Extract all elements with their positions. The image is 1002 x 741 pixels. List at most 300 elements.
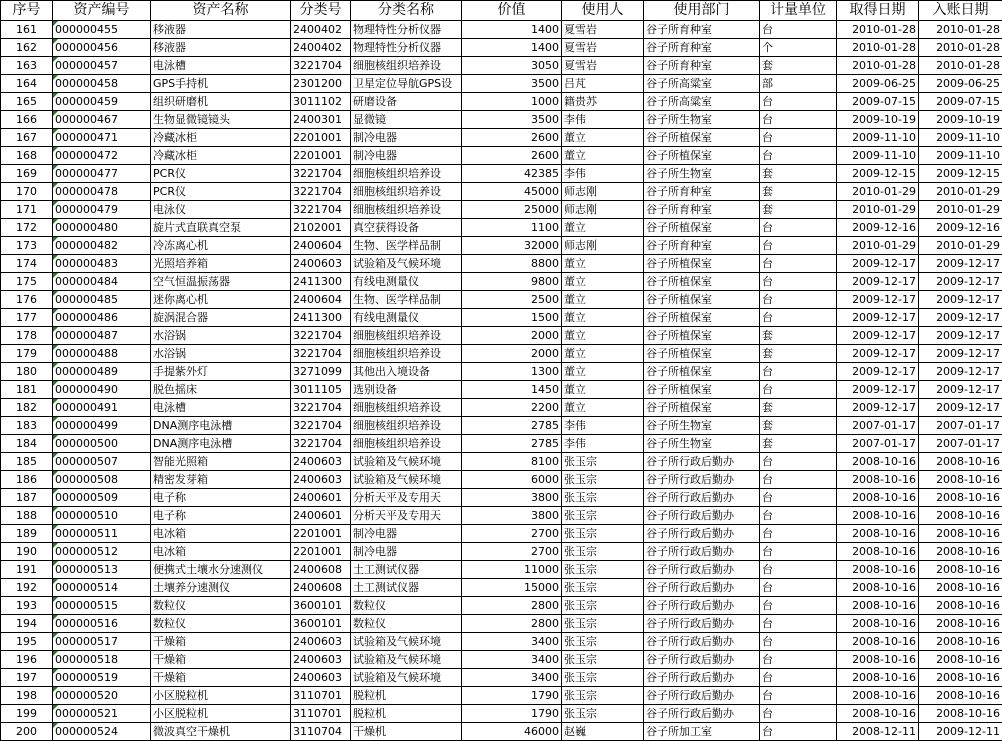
cell-category-no[interactable]: 2400608 <box>291 561 351 579</box>
cell-department[interactable]: 谷子所行政后勤办 <box>644 489 760 507</box>
cell-value[interactable]: 1100 <box>462 219 562 237</box>
cell-value[interactable]: 8100 <box>462 453 562 471</box>
cell-department[interactable]: 谷子所高粱室 <box>644 93 760 111</box>
cell-acquired-date[interactable]: 2009-12-16 <box>837 219 919 237</box>
cell-unit[interactable]: 台 <box>760 111 837 129</box>
cell-unit[interactable]: 台 <box>760 633 837 651</box>
cell-unit[interactable]: 台 <box>760 561 837 579</box>
cell-category-no[interactable]: 3271099 <box>291 363 351 381</box>
cell-category-name[interactable]: 试验箱及气候环境 <box>351 633 462 651</box>
cell-asset-no[interactable]: 000000516 <box>53 615 151 633</box>
cell-category-no[interactable]: 3110704 <box>291 723 351 741</box>
cell-booked-date[interactable]: 2008-10-16 <box>919 543 1002 561</box>
cell-acquired-date[interactable]: 2010-01-28 <box>837 21 919 39</box>
cell-category-no[interactable]: 2400603 <box>291 471 351 489</box>
cell-booked-date[interactable]: 2008-10-16 <box>919 507 1002 525</box>
cell-category-no[interactable]: 3110701 <box>291 687 351 705</box>
cell-asset-no[interactable]: 000000499 <box>53 417 151 435</box>
cell-acquired-date[interactable]: 2008-12-11 <box>837 723 919 741</box>
cell-unit[interactable]: 台 <box>760 723 837 741</box>
cell-booked-date[interactable]: 2010-01-29 <box>919 237 1002 255</box>
cell-asset-no[interactable]: 000000484 <box>53 273 151 291</box>
cell-category-no[interactable]: 2400601 <box>291 507 351 525</box>
cell-department[interactable]: 谷子所行政后勤办 <box>644 543 760 561</box>
cell-user[interactable]: 张玉宗 <box>562 669 644 687</box>
cell-category-no[interactable]: 2201001 <box>291 525 351 543</box>
cell-asset-name[interactable]: 微波真空干燥机 <box>151 723 291 741</box>
cell-value[interactable]: 3050 <box>462 57 562 75</box>
cell-department[interactable]: 谷子所行政后勤办 <box>644 651 760 669</box>
cell-user[interactable]: 董立 <box>562 381 644 399</box>
cell-department[interactable]: 谷子所育种室 <box>644 237 760 255</box>
cell-value[interactable]: 2600 <box>462 147 562 165</box>
cell-seq[interactable]: 162 <box>1 39 53 57</box>
cell-seq[interactable]: 166 <box>1 111 53 129</box>
header-cell-user[interactable]: 使用人 <box>562 1 644 21</box>
cell-category-name[interactable]: 细胞核组织培养设 <box>351 57 462 75</box>
cell-asset-name[interactable]: 数粒仪 <box>151 597 291 615</box>
cell-value[interactable]: 2785 <box>462 435 562 453</box>
cell-department[interactable]: 谷子所行政后勤办 <box>644 579 760 597</box>
cell-user[interactable]: 李伟 <box>562 111 644 129</box>
cell-seq[interactable]: 187 <box>1 489 53 507</box>
cell-user[interactable]: 董立 <box>562 309 644 327</box>
cell-seq[interactable]: 199 <box>1 705 53 723</box>
cell-category-name[interactable]: 生物、医学样品制 <box>351 291 462 309</box>
cell-seq[interactable]: 185 <box>1 453 53 471</box>
cell-user[interactable]: 董立 <box>562 345 644 363</box>
cell-booked-date[interactable]: 2009-12-17 <box>919 309 1002 327</box>
cell-user[interactable]: 师志刚 <box>562 237 644 255</box>
cell-category-no[interactable]: 3221704 <box>291 183 351 201</box>
cell-category-name[interactable]: 其他出入境设备 <box>351 363 462 381</box>
cell-user[interactable]: 夏雪岩 <box>562 57 644 75</box>
cell-seq[interactable]: 192 <box>1 579 53 597</box>
cell-category-no[interactable]: 3221704 <box>291 417 351 435</box>
cell-user[interactable]: 张玉宗 <box>562 453 644 471</box>
cell-asset-name[interactable]: 移液器 <box>151 39 291 57</box>
cell-user[interactable]: 张玉宗 <box>562 687 644 705</box>
cell-asset-no[interactable]: 000000518 <box>53 651 151 669</box>
cell-category-name[interactable]: 干燥机 <box>351 723 462 741</box>
cell-unit[interactable]: 套 <box>760 201 837 219</box>
cell-category-no[interactable]: 3600101 <box>291 597 351 615</box>
cell-category-name[interactable]: 数粒仪 <box>351 597 462 615</box>
cell-acquired-date[interactable]: 2009-12-17 <box>837 345 919 363</box>
cell-asset-no[interactable]: 000000467 <box>53 111 151 129</box>
cell-asset-no[interactable]: 000000480 <box>53 219 151 237</box>
cell-asset-name[interactable]: 水浴锅 <box>151 327 291 345</box>
cell-acquired-date[interactable]: 2009-11-10 <box>837 147 919 165</box>
cell-user[interactable]: 董立 <box>562 255 644 273</box>
cell-user[interactable]: 董立 <box>562 129 644 147</box>
cell-value[interactable]: 2200 <box>462 399 562 417</box>
cell-booked-date[interactable]: 2009-12-17 <box>919 363 1002 381</box>
cell-unit[interactable]: 台 <box>760 363 837 381</box>
cell-value[interactable]: 1500 <box>462 309 562 327</box>
cell-booked-date[interactable]: 2009-12-16 <box>919 219 1002 237</box>
cell-category-no[interactable]: 3221704 <box>291 345 351 363</box>
cell-asset-no[interactable]: 000000517 <box>53 633 151 651</box>
cell-user[interactable]: 张玉宗 <box>562 525 644 543</box>
cell-asset-name[interactable]: 电子称 <box>151 507 291 525</box>
cell-seq[interactable]: 178 <box>1 327 53 345</box>
cell-acquired-date[interactable]: 2007-01-17 <box>837 417 919 435</box>
cell-value[interactable]: 3500 <box>462 111 562 129</box>
cell-category-no[interactable]: 3221704 <box>291 201 351 219</box>
cell-category-no[interactable]: 2400402 <box>291 21 351 39</box>
cell-value[interactable]: 3400 <box>462 633 562 651</box>
cell-asset-no[interactable]: 000000459 <box>53 93 151 111</box>
cell-asset-name[interactable]: 小区脱粒机 <box>151 687 291 705</box>
cell-user[interactable]: 师志刚 <box>562 201 644 219</box>
cell-user[interactable]: 董立 <box>562 363 644 381</box>
cell-asset-no[interactable]: 000000485 <box>53 291 151 309</box>
cell-value[interactable]: 3400 <box>462 669 562 687</box>
cell-booked-date[interactable]: 2009-12-17 <box>919 273 1002 291</box>
cell-acquired-date[interactable]: 2009-12-17 <box>837 327 919 345</box>
cell-acquired-date[interactable]: 2010-01-29 <box>837 183 919 201</box>
cell-asset-name[interactable]: 脱色摇床 <box>151 381 291 399</box>
cell-category-name[interactable]: 试验箱及气候环境 <box>351 651 462 669</box>
cell-asset-no[interactable]: 000000515 <box>53 597 151 615</box>
cell-asset-name[interactable]: 迷你离心机 <box>151 291 291 309</box>
cell-booked-date[interactable]: 2009-06-25 <box>919 75 1002 93</box>
cell-seq[interactable]: 161 <box>1 21 53 39</box>
cell-category-name[interactable]: 土工测试仪器 <box>351 561 462 579</box>
cell-unit[interactable]: 个 <box>760 39 837 57</box>
cell-category-no[interactable]: 2201001 <box>291 129 351 147</box>
cell-unit[interactable]: 套 <box>760 57 837 75</box>
cell-asset-no[interactable]: 000000479 <box>53 201 151 219</box>
cell-category-no[interactable]: 2400601 <box>291 489 351 507</box>
cell-acquired-date[interactable]: 2010-01-29 <box>837 237 919 255</box>
cell-category-no[interactable]: 2201001 <box>291 543 351 561</box>
cell-booked-date[interactable]: 2009-11-10 <box>919 129 1002 147</box>
cell-category-name[interactable]: 有线电测量仪 <box>351 273 462 291</box>
cell-value[interactable]: 3800 <box>462 507 562 525</box>
cell-acquired-date[interactable]: 2008-10-16 <box>837 651 919 669</box>
cell-user[interactable]: 董立 <box>562 399 644 417</box>
cell-booked-date[interactable]: 2008-10-16 <box>919 471 1002 489</box>
cell-category-no[interactable]: 3221704 <box>291 57 351 75</box>
cell-category-name[interactable]: 选别设备 <box>351 381 462 399</box>
cell-unit[interactable]: 部 <box>760 75 837 93</box>
cell-seq[interactable]: 175 <box>1 273 53 291</box>
cell-asset-name[interactable]: 电冰箱 <box>151 525 291 543</box>
cell-asset-name[interactable]: 旋涡混合器 <box>151 309 291 327</box>
cell-unit[interactable]: 台 <box>760 597 837 615</box>
cell-booked-date[interactable]: 2008-10-16 <box>919 633 1002 651</box>
cell-seq[interactable]: 169 <box>1 165 53 183</box>
cell-booked-date[interactable]: 2010-01-28 <box>919 21 1002 39</box>
cell-asset-no[interactable]: 000000457 <box>53 57 151 75</box>
header-cell-booked-date[interactable]: 入账日期 <box>919 1 1002 21</box>
cell-department[interactable]: 谷子所行政后勤办 <box>644 561 760 579</box>
cell-booked-date[interactable]: 2009-11-10 <box>919 147 1002 165</box>
cell-department[interactable]: 谷子所育种室 <box>644 183 760 201</box>
cell-asset-no[interactable]: 000000500 <box>53 435 151 453</box>
cell-asset-no[interactable]: 000000458 <box>53 75 151 93</box>
cell-department[interactable]: 谷子所生物室 <box>644 435 760 453</box>
cell-category-name[interactable]: 土工测试仪器 <box>351 579 462 597</box>
cell-asset-no[interactable]: 000000509 <box>53 489 151 507</box>
cell-value[interactable]: 2800 <box>462 597 562 615</box>
cell-seq[interactable]: 168 <box>1 147 53 165</box>
cell-unit[interactable]: 台 <box>760 471 837 489</box>
cell-user[interactable]: 张玉宗 <box>562 471 644 489</box>
cell-acquired-date[interactable]: 2009-12-15 <box>837 165 919 183</box>
cell-category-no[interactable]: 3221704 <box>291 435 351 453</box>
cell-unit[interactable]: 台 <box>760 255 837 273</box>
cell-department[interactable]: 谷子所育种室 <box>644 57 760 75</box>
cell-booked-date[interactable]: 2009-12-17 <box>919 255 1002 273</box>
cell-category-name[interactable]: 试验箱及气候环境 <box>351 471 462 489</box>
cell-category-no[interactable]: 3221704 <box>291 165 351 183</box>
cell-booked-date[interactable]: 2009-12-17 <box>919 291 1002 309</box>
cell-unit[interactable]: 套 <box>760 165 837 183</box>
cell-category-no[interactable]: 2400603 <box>291 255 351 273</box>
cell-user[interactable]: 张玉宗 <box>562 705 644 723</box>
cell-unit[interactable]: 台 <box>760 489 837 507</box>
cell-booked-date[interactable]: 2008-10-16 <box>919 615 1002 633</box>
cell-seq[interactable]: 198 <box>1 687 53 705</box>
cell-value[interactable]: 1000 <box>462 93 562 111</box>
cell-booked-date[interactable]: 2009-12-17 <box>919 381 1002 399</box>
cell-unit[interactable]: 台 <box>760 615 837 633</box>
cell-department[interactable]: 谷子所行政后勤办 <box>644 525 760 543</box>
header-cell-seq[interactable]: 序号 <box>1 1 53 21</box>
cell-asset-no[interactable]: 000000489 <box>53 363 151 381</box>
cell-unit[interactable]: 台 <box>760 579 837 597</box>
cell-booked-date[interactable]: 2009-07-15 <box>919 93 1002 111</box>
cell-value[interactable]: 2000 <box>462 345 562 363</box>
cell-category-no[interactable]: 2400301 <box>291 111 351 129</box>
cell-value[interactable]: 8800 <box>462 255 562 273</box>
cell-department[interactable]: 谷子所行政后勤办 <box>644 471 760 489</box>
cell-category-name[interactable]: 物理特性分析仪器 <box>351 39 462 57</box>
cell-seq[interactable]: 180 <box>1 363 53 381</box>
cell-acquired-date[interactable]: 2008-10-16 <box>837 525 919 543</box>
cell-acquired-date[interactable]: 2008-10-16 <box>837 669 919 687</box>
cell-acquired-date[interactable]: 2009-12-17 <box>837 309 919 327</box>
cell-acquired-date[interactable]: 2009-06-25 <box>837 75 919 93</box>
cell-acquired-date[interactable]: 2008-10-16 <box>837 597 919 615</box>
cell-asset-name[interactable]: 小区脱粒机 <box>151 705 291 723</box>
cell-value[interactable]: 11000 <box>462 561 562 579</box>
cell-department[interactable]: 谷子所行政后勤办 <box>644 669 760 687</box>
cell-asset-name[interactable]: DNA测序电泳槽 <box>151 435 291 453</box>
cell-category-name[interactable]: 试验箱及气候环境 <box>351 255 462 273</box>
cell-category-name[interactable]: 有线电测量仪 <box>351 309 462 327</box>
cell-seq[interactable]: 170 <box>1 183 53 201</box>
cell-value[interactable]: 32000 <box>462 237 562 255</box>
cell-unit[interactable]: 台 <box>760 669 837 687</box>
cell-user[interactable]: 张玉宗 <box>562 561 644 579</box>
cell-value[interactable]: 1300 <box>462 363 562 381</box>
cell-category-name[interactable]: 卫星定位导航GPS设 <box>351 75 462 93</box>
cell-unit[interactable]: 台 <box>760 381 837 399</box>
cell-department[interactable]: 谷子所植保室 <box>644 381 760 399</box>
cell-asset-name[interactable]: 生物显微镜镜头 <box>151 111 291 129</box>
cell-booked-date[interactable]: 2007-01-17 <box>919 435 1002 453</box>
cell-acquired-date[interactable]: 2009-12-17 <box>837 363 919 381</box>
cell-acquired-date[interactable]: 2008-10-16 <box>837 561 919 579</box>
cell-category-name[interactable]: 细胞核组织培养设 <box>351 345 462 363</box>
cell-asset-no[interactable]: 000000510 <box>53 507 151 525</box>
cell-department[interactable]: 谷子所育种室 <box>644 21 760 39</box>
cell-category-name[interactable]: 制冷电器 <box>351 525 462 543</box>
cell-acquired-date[interactable]: 2009-12-17 <box>837 381 919 399</box>
cell-department[interactable]: 谷子所植保室 <box>644 363 760 381</box>
cell-acquired-date[interactable]: 2008-10-16 <box>837 687 919 705</box>
cell-value[interactable]: 1400 <box>462 39 562 57</box>
cell-acquired-date[interactable]: 2009-12-17 <box>837 291 919 309</box>
cell-seq[interactable]: 188 <box>1 507 53 525</box>
cell-value[interactable]: 2800 <box>462 615 562 633</box>
cell-category-name[interactable]: 研磨设备 <box>351 93 462 111</box>
header-cell-category-name[interactable]: 分类名称 <box>351 1 462 21</box>
cell-booked-date[interactable]: 2009-12-17 <box>919 399 1002 417</box>
cell-department[interactable]: 谷子所行政后勤办 <box>644 687 760 705</box>
cell-asset-name[interactable]: 组织研磨机 <box>151 93 291 111</box>
cell-category-no[interactable]: 2201001 <box>291 147 351 165</box>
cell-category-name[interactable]: 制冷电器 <box>351 543 462 561</box>
cell-asset-name[interactable]: 电泳槽 <box>151 399 291 417</box>
cell-value[interactable]: 3500 <box>462 75 562 93</box>
cell-asset-name[interactable]: 电冰箱 <box>151 543 291 561</box>
cell-asset-no[interactable]: 000000487 <box>53 327 151 345</box>
cell-value[interactable]: 45000 <box>462 183 562 201</box>
cell-acquired-date[interactable]: 2008-10-16 <box>837 489 919 507</box>
header-cell-asset-name[interactable]: 资产名称 <box>151 1 291 21</box>
cell-user[interactable]: 张玉宗 <box>562 579 644 597</box>
cell-seq[interactable]: 173 <box>1 237 53 255</box>
cell-unit[interactable]: 台 <box>760 219 837 237</box>
cell-department[interactable]: 谷子所行政后勤办 <box>644 633 760 651</box>
cell-seq[interactable]: 181 <box>1 381 53 399</box>
cell-category-no[interactable]: 3011102 <box>291 93 351 111</box>
cell-seq[interactable]: 164 <box>1 75 53 93</box>
cell-category-no[interactable]: 2400603 <box>291 669 351 687</box>
cell-asset-name[interactable]: 冷藏冰柜 <box>151 147 291 165</box>
cell-asset-name[interactable]: 电泳槽 <box>151 57 291 75</box>
cell-category-name[interactable]: 细胞核组织培养设 <box>351 183 462 201</box>
cell-booked-date[interactable]: 2008-10-16 <box>919 525 1002 543</box>
cell-acquired-date[interactable]: 2008-10-16 <box>837 579 919 597</box>
cell-seq[interactable]: 194 <box>1 615 53 633</box>
cell-booked-date[interactable]: 2008-10-16 <box>919 705 1002 723</box>
cell-unit[interactable]: 套 <box>760 345 837 363</box>
cell-asset-name[interactable]: 土壤养分速测仪 <box>151 579 291 597</box>
cell-user[interactable]: 李伟 <box>562 417 644 435</box>
cell-seq[interactable]: 196 <box>1 651 53 669</box>
cell-category-no[interactable]: 3600101 <box>291 615 351 633</box>
cell-department[interactable]: 谷子所行政后勤办 <box>644 453 760 471</box>
header-cell-asset-no[interactable]: 资产编号 <box>53 1 151 21</box>
cell-seq[interactable]: 171 <box>1 201 53 219</box>
cell-department[interactable]: 谷子所行政后勤办 <box>644 705 760 723</box>
cell-category-name[interactable]: 真空获得设备 <box>351 219 462 237</box>
cell-category-no[interactable]: 2301200 <box>291 75 351 93</box>
cell-asset-no[interactable]: 000000488 <box>53 345 151 363</box>
cell-category-name[interactable]: 细胞核组织培养设 <box>351 165 462 183</box>
cell-value[interactable]: 6000 <box>462 471 562 489</box>
cell-user[interactable]: 董立 <box>562 147 644 165</box>
cell-value[interactable]: 42385 <box>462 165 562 183</box>
cell-unit[interactable]: 台 <box>760 525 837 543</box>
cell-department[interactable]: 谷子所植保室 <box>644 129 760 147</box>
cell-category-no[interactable]: 2400604 <box>291 237 351 255</box>
cell-category-name[interactable]: 制冷电器 <box>351 147 462 165</box>
cell-category-no[interactable]: 3221704 <box>291 399 351 417</box>
cell-acquired-date[interactable]: 2009-12-17 <box>837 399 919 417</box>
cell-department[interactable]: 谷子所育种室 <box>644 201 760 219</box>
cell-asset-no[interactable]: 000000472 <box>53 147 151 165</box>
cell-unit[interactable]: 台 <box>760 453 837 471</box>
cell-asset-no[interactable]: 000000490 <box>53 381 151 399</box>
cell-department[interactable]: 谷子所植保室 <box>644 309 760 327</box>
cell-user[interactable]: 张玉宗 <box>562 633 644 651</box>
cell-acquired-date[interactable]: 2009-12-17 <box>837 273 919 291</box>
cell-department[interactable]: 谷子所生物室 <box>644 165 760 183</box>
cell-department[interactable]: 谷子所行政后勤办 <box>644 507 760 525</box>
cell-value[interactable]: 1790 <box>462 705 562 723</box>
cell-unit[interactable]: 台 <box>760 129 837 147</box>
cell-booked-date[interactable]: 2008-10-16 <box>919 579 1002 597</box>
cell-category-name[interactable]: 制冷电器 <box>351 129 462 147</box>
cell-seq[interactable]: 176 <box>1 291 53 309</box>
cell-category-name[interactable]: 试验箱及气候环境 <box>351 453 462 471</box>
cell-department[interactable]: 谷子所高粱室 <box>644 75 760 93</box>
cell-asset-name[interactable]: 空气恒温振荡器 <box>151 273 291 291</box>
cell-asset-name[interactable]: 精密发芽箱 <box>151 471 291 489</box>
cell-user[interactable]: 张玉宗 <box>562 651 644 669</box>
cell-category-name[interactable]: 细胞核组织培养设 <box>351 417 462 435</box>
cell-category-no[interactable]: 2400608 <box>291 579 351 597</box>
cell-asset-name[interactable]: DNA测序电泳槽 <box>151 417 291 435</box>
cell-department[interactable]: 谷子所植保室 <box>644 345 760 363</box>
cell-unit[interactable]: 台 <box>760 291 837 309</box>
cell-booked-date[interactable]: 2008-10-16 <box>919 453 1002 471</box>
cell-asset-name[interactable]: 冷冻离心机 <box>151 237 291 255</box>
cell-booked-date[interactable]: 2009-12-17 <box>919 345 1002 363</box>
cell-unit[interactable]: 台 <box>760 687 837 705</box>
cell-asset-no[interactable]: 000000521 <box>53 705 151 723</box>
cell-asset-no[interactable]: 000000508 <box>53 471 151 489</box>
cell-booked-date[interactable]: 2010-01-29 <box>919 183 1002 201</box>
cell-acquired-date[interactable]: 2009-07-15 <box>837 93 919 111</box>
cell-department[interactable]: 谷子所植保室 <box>644 327 760 345</box>
cell-acquired-date[interactable]: 2009-12-17 <box>837 255 919 273</box>
cell-unit[interactable]: 台 <box>760 273 837 291</box>
cell-seq[interactable]: 165 <box>1 93 53 111</box>
cell-value[interactable]: 15000 <box>462 579 562 597</box>
cell-asset-no[interactable]: 000000477 <box>53 165 151 183</box>
cell-asset-no[interactable]: 000000520 <box>53 687 151 705</box>
cell-department[interactable]: 谷子所植保室 <box>644 147 760 165</box>
cell-booked-date[interactable]: 2008-10-16 <box>919 561 1002 579</box>
cell-unit[interactable]: 台 <box>760 705 837 723</box>
cell-seq[interactable]: 177 <box>1 309 53 327</box>
cell-asset-name[interactable]: PCR仪 <box>151 183 291 201</box>
cell-booked-date[interactable]: 2009-12-11 <box>919 723 1002 741</box>
cell-department[interactable]: 谷子所植保室 <box>644 255 760 273</box>
cell-user[interactable]: 董立 <box>562 291 644 309</box>
cell-booked-date[interactable]: 2008-10-16 <box>919 669 1002 687</box>
cell-category-name[interactable]: 试验箱及气候环境 <box>351 669 462 687</box>
cell-booked-date[interactable]: 2009-12-15 <box>919 165 1002 183</box>
